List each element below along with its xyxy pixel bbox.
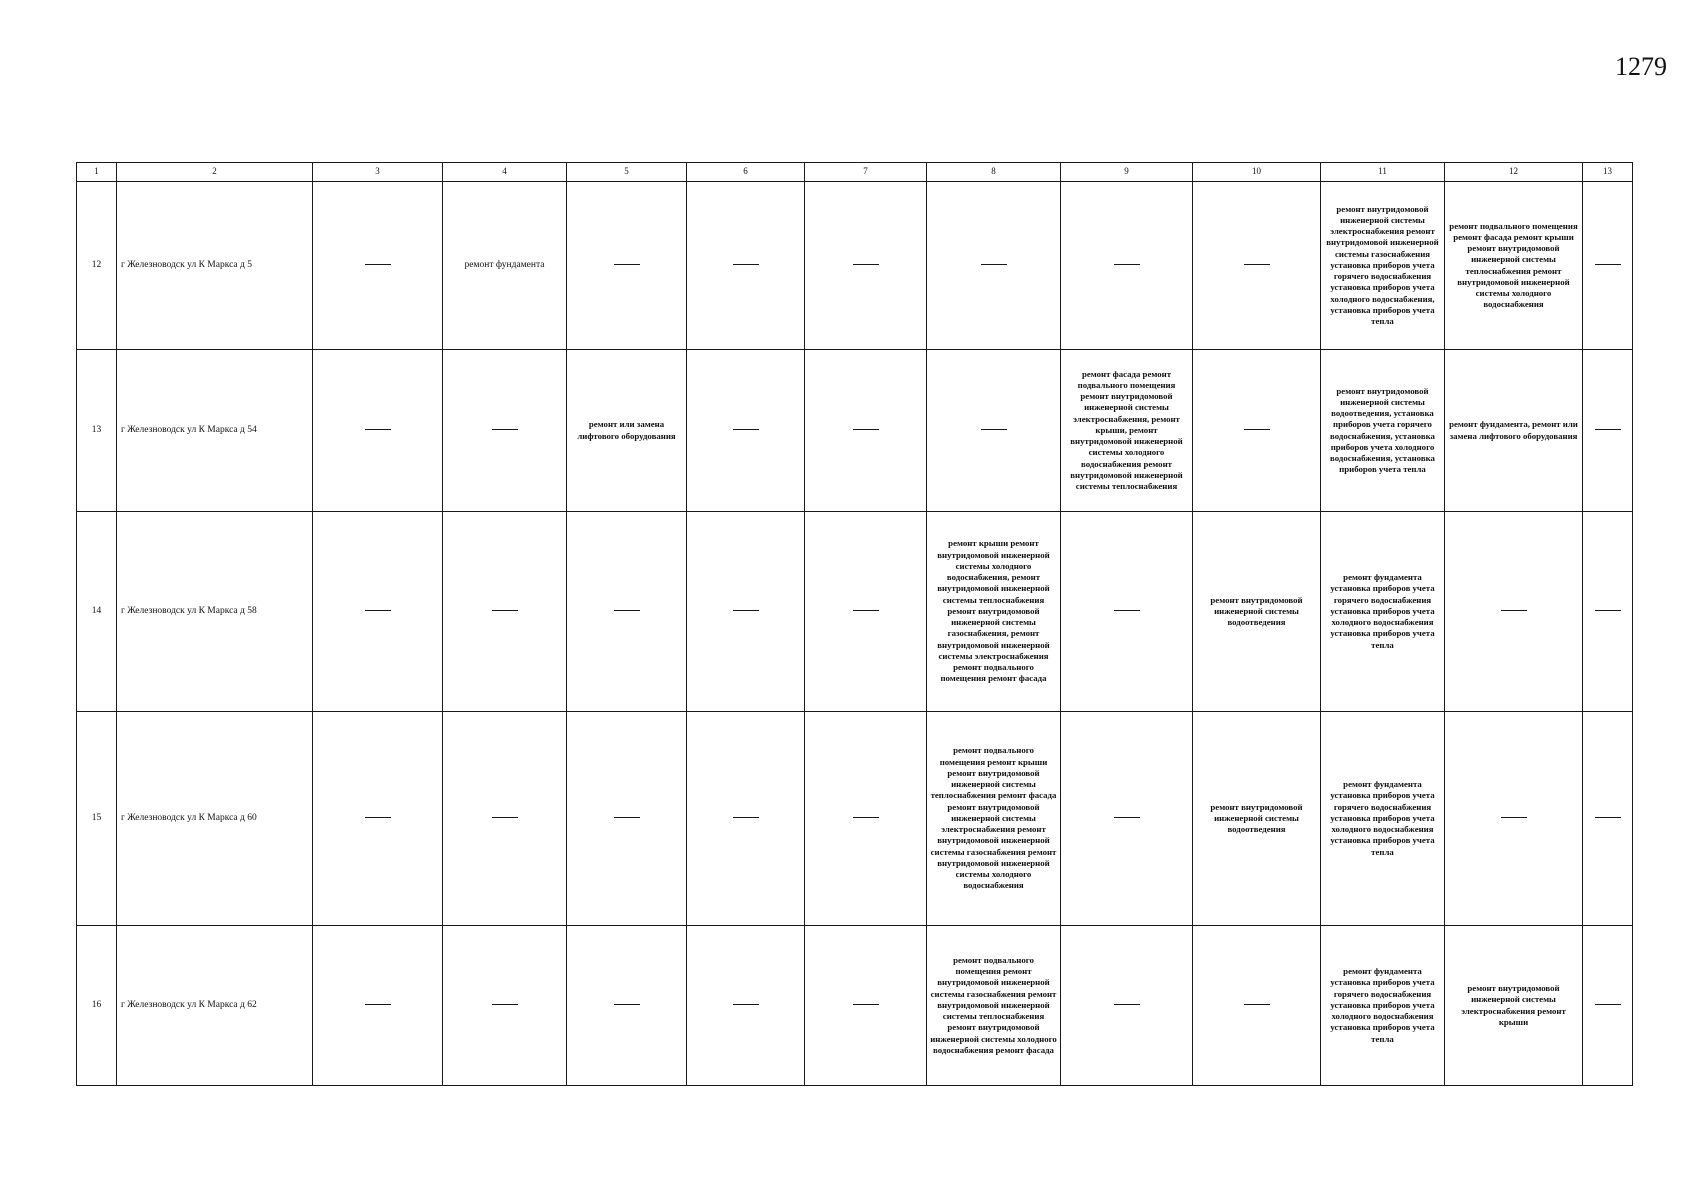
table-header-row — [77, 163, 1633, 182]
address-cell: г Железноводск ул К Маркса д 54 — [117, 350, 313, 512]
table-cell — [567, 926, 687, 1086]
empty-cell-dash — [492, 610, 518, 611]
empty-cell-dash — [733, 1004, 759, 1005]
column-number-1: 1 — [77, 163, 117, 182]
table-cell: ремонт фундамента установка приборов учета горячего водоснабжения установка приборов учета холодного водоснабжения установка приборов учета тепла — [1321, 712, 1445, 926]
row-number: 12 — [77, 182, 117, 350]
empty-cell-dash — [981, 264, 1007, 265]
empty-cell-dash — [853, 1004, 879, 1005]
column-number-3: 3 — [313, 163, 443, 182]
empty-cell-dash — [733, 429, 759, 430]
table-cell — [313, 350, 443, 512]
table-cell — [687, 350, 805, 512]
table-cell — [687, 712, 805, 926]
empty-cell-dash — [1114, 1004, 1140, 1005]
empty-cell-dash — [1244, 429, 1270, 430]
column-number-8: 8 — [927, 163, 1061, 182]
table-cell — [443, 926, 567, 1086]
table-cell — [805, 926, 927, 1086]
empty-cell-dash — [1595, 264, 1621, 265]
empty-cell-dash — [614, 264, 640, 265]
table-cell — [1583, 350, 1633, 512]
table-cell — [1193, 182, 1321, 350]
empty-cell-dash — [365, 817, 391, 818]
table-cell — [443, 512, 567, 712]
table-cell: ремонт подвального помещения ремонт внутридомовой инженерной системы газоснабжения ремонт внутридомовой инженерной системы теплоснабжения ремонт внутридомовой инженерной системы холодного водоснабжения ремонт фасада — [927, 926, 1061, 1086]
table-cell — [567, 512, 687, 712]
table-cell: ремонт фундамента — [443, 182, 567, 350]
table-cell: ремонт фундамента, ремонт или замена лифтового оборудования — [1445, 350, 1583, 512]
table-cell — [1583, 182, 1633, 350]
table-cell — [313, 712, 443, 926]
empty-cell-dash — [614, 610, 640, 611]
table-cell — [313, 926, 443, 1086]
table-cell — [313, 182, 443, 350]
table-cell: ремонт подвального помещения ремонт крыши ремонт внутридомовой инженерной системы теплоснабжения ремонт фасада ремонт внутридомовой инженерной системы электроснабжения ремонт внутридомовой инженерной системы газоснабжения ремонт внутридомовой инженерной системы холодного водоснабжения — [927, 712, 1061, 926]
empty-cell-dash — [853, 817, 879, 818]
table-cell — [1445, 712, 1583, 926]
table-row — [77, 926, 1633, 1086]
empty-cell-dash — [853, 610, 879, 611]
empty-cell-dash — [1595, 1004, 1621, 1005]
empty-cell-dash — [1595, 817, 1621, 818]
table-cell — [1193, 926, 1321, 1086]
table-row — [77, 350, 1633, 512]
empty-cell-dash — [492, 817, 518, 818]
row-number: 15 — [77, 712, 117, 926]
table-cell — [687, 512, 805, 712]
table-cell: ремонт внутридомовой инженерной системы электроснабжения ремонт крыши — [1445, 926, 1583, 1086]
table-cell: ремонт внутридомовой инженерной системы водоотведения — [1193, 712, 1321, 926]
table-cell — [443, 350, 567, 512]
table-cell: ремонт внутридомовой инженерной системы водоотведения, установка приборов учета горячего водоснабжения, установка приборов учета холодного водоснабжения, установка приборов учета тепла — [1321, 350, 1445, 512]
empty-cell-dash — [365, 610, 391, 611]
empty-cell-dash — [1595, 610, 1621, 611]
table-cell: ремонт крыши ремонт внутридомовой инженерной системы холодного водоснабжения, ремонт внутридомовой инженерной системы теплоснабжения ремонт внутридомовой инженерной системы газоснабжения, ремонт внутридомовой инженерной системы электроснабжения ремонт подвального помещения ремонт фасада — [927, 512, 1061, 712]
table-row — [77, 182, 1633, 350]
empty-cell-dash — [1114, 610, 1140, 611]
address-cell: г Железноводск ул К Маркса д 5 — [117, 182, 313, 350]
table-cell — [1193, 350, 1321, 512]
table-cell — [805, 350, 927, 512]
address-cell: г Железноводск ул К Маркса д 58 — [117, 512, 313, 712]
table-cell — [1061, 182, 1193, 350]
column-number-2: 2 — [117, 163, 313, 182]
empty-cell-dash — [733, 264, 759, 265]
row-number: 13 — [77, 350, 117, 512]
table-cell: ремонт фасада ремонт подвального помещения ремонт внутридомовой инженерной системы электроснабжения, ремонт крыши, ремонт внутридомовой инженерной системы холодного водоснабжения ремонт внутридомовой инженерной системы теплоснабжения — [1061, 350, 1193, 512]
table-cell: ремонт фундамента установка приборов учета горячего водоснабжения установка приборов учета холодного водоснабжения установка приборов учета тепла — [1321, 926, 1445, 1086]
table-row — [77, 512, 1633, 712]
column-number-12: 12 — [1445, 163, 1583, 182]
table-row — [77, 712, 1633, 926]
table-cell: ремонт внутридомовой инженерной системы водоотведения — [1193, 512, 1321, 712]
table-cell — [1445, 512, 1583, 712]
empty-cell-dash — [1114, 817, 1140, 818]
empty-cell-dash — [1244, 264, 1270, 265]
page-number: 1279 — [1615, 52, 1667, 81]
table-cell — [1583, 712, 1633, 926]
column-number-6: 6 — [687, 163, 805, 182]
table-cell — [927, 182, 1061, 350]
repair-schedule-table — [76, 162, 1633, 1086]
table-cell — [443, 712, 567, 926]
empty-cell-dash — [853, 429, 879, 430]
empty-cell-dash — [1244, 1004, 1270, 1005]
table-cell — [1061, 512, 1193, 712]
table-cell — [805, 512, 927, 712]
empty-cell-dash — [614, 1004, 640, 1005]
table-cell — [1061, 712, 1193, 926]
address-cell: г Железноводск ул К Маркса д 62 — [117, 926, 313, 1086]
column-number-11: 11 — [1321, 163, 1445, 182]
table-cell — [1583, 512, 1633, 712]
table-cell — [1061, 926, 1193, 1086]
row-number: 14 — [77, 512, 117, 712]
table-cell — [567, 182, 687, 350]
empty-cell-dash — [492, 429, 518, 430]
empty-cell-dash — [492, 1004, 518, 1005]
table-cell — [687, 926, 805, 1086]
row-number: 16 — [77, 926, 117, 1086]
table-cell — [1583, 926, 1633, 1086]
empty-cell-dash — [365, 264, 391, 265]
table-cell — [687, 182, 805, 350]
empty-cell-dash — [1501, 610, 1527, 611]
column-number-10: 10 — [1193, 163, 1321, 182]
empty-cell-dash — [1595, 429, 1621, 430]
empty-cell-dash — [853, 264, 879, 265]
address-cell: г Железноводск ул К Маркса д 60 — [117, 712, 313, 926]
column-number-4: 4 — [443, 163, 567, 182]
empty-cell-dash — [365, 1004, 391, 1005]
table-cell: ремонт или замена лифтового оборудования — [567, 350, 687, 512]
empty-cell-dash — [981, 429, 1007, 430]
column-number-9: 9 — [1061, 163, 1193, 182]
empty-cell-dash — [614, 817, 640, 818]
table-cell — [805, 712, 927, 926]
empty-cell-dash — [1114, 264, 1140, 265]
empty-cell-dash — [365, 429, 391, 430]
table-cell: ремонт внутридомовой инженерной системы электроснабжения ремонт внутридомовой инженерной системы газоснабжения установка приборов учета горячего водоснабжения установка приборов учета холодного водоснабжения, установка приборов учета тепла — [1321, 182, 1445, 350]
table-cell — [313, 512, 443, 712]
table-cell — [927, 350, 1061, 512]
column-number-5: 5 — [567, 163, 687, 182]
column-number-13: 13 — [1583, 163, 1633, 182]
table-cell — [567, 712, 687, 926]
table-cell: ремонт фундамента установка приборов учета горячего водоснабжения установка приборов учета холодного водоснабжения установка приборов учета тепла — [1321, 512, 1445, 712]
empty-cell-dash — [1501, 817, 1527, 818]
table-cell — [805, 182, 927, 350]
empty-cell-dash — [733, 610, 759, 611]
table-cell: ремонт подвального помещения ремонт фасада ремонт крыши ремонт внутридомовой инженерной системы теплоснабжения ремонт внутридомовой инженерной системы холодного водоснабжения — [1445, 182, 1583, 350]
column-number-7: 7 — [805, 163, 927, 182]
empty-cell-dash — [733, 817, 759, 818]
